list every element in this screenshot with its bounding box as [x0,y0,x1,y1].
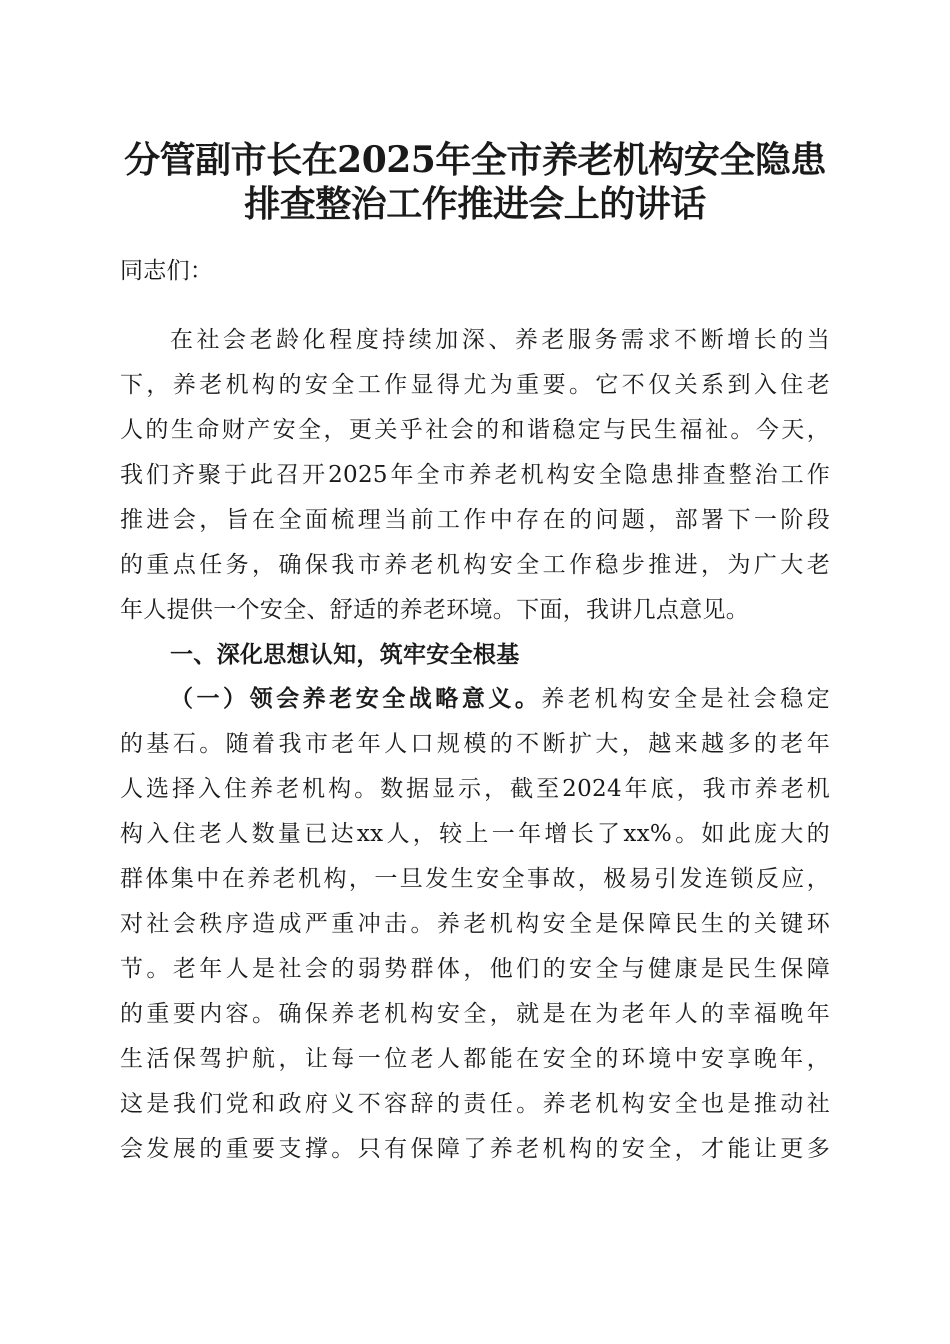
paragraph1-line: 的重点任务，确保我市养老机构安全工作稳步推进，为广大老 [120,552,830,578]
salutation: 同志们： [120,258,214,284]
subsection1-line: 生活保驾护航，让每一位老人都能在安全的环境中安享晚年， [120,1046,830,1072]
paragraph1-line: 推进会，旨在全面梳理当前工作中存在的问题，部署下一阶段 [120,507,830,533]
subsection1-line: 构入住老人数量已达xx人，较上一年增长了xx%。如此庞大的 [120,821,830,847]
paragraph1-line: 我们齐聚于此召开2025年全市养老机构安全隐患排查整治工作 [120,462,830,488]
subsection1-line: 的重要内容。确保养老机构安全，就是在为老年人的幸福晚年 [120,1001,830,1027]
subsection1-line: 会发展的重要支撑。只有保障了养老机构的安全，才能让更多 [120,1136,830,1162]
subsection1-line: 节。老年人是社会的弱势群体，他们的安全与健康是民生保障 [120,956,830,982]
subsection1-line: 对社会秩序造成严重冲击。养老机构安全是保障民生的关键环 [120,911,830,937]
paragraph1-line: 下，养老机构的安全工作显得尤为重要。它不仅关系到入住老 [120,372,830,398]
subsection1-heading: （一）领会养老安全战略意义。 [170,685,542,712]
document-title-line-2: 排查整治工作推进会上的讲话 [244,183,706,225]
paragraph1-line: 年人提供一个安全、舒适的养老环境。下面，我讲几点意见。 [120,597,750,623]
subsection1-first-line-text: 养老机构安全是社会稳定 [541,686,830,712]
paragraph1-line: 人的生命财产安全，更关乎社会的和谐稳定与民生福祉。今天， [120,417,830,443]
subsection1-line: 群体集中在养老机构，一旦发生安全事故，极易引发连锁反应， [120,866,830,892]
subsection1-first-line [170,684,830,714]
document-title-line-1: 分管副市长在2025年全市养老机构安全隐患 [124,139,826,181]
section1-heading: 一、深化思想认知，筑牢安全根基 [170,642,520,668]
subsection1-line: 这是我们党和政府义不容辞的责任。养老机构安全也是推动社 [120,1091,830,1117]
subsection1-line: 的基石。随着我市老年人口规模的不断扩大，越来越多的老年 [120,731,830,757]
paragraph1-line: 在社会老龄化程度持续加深、养老服务需求不断增长的当 [170,327,830,353]
subsection1-line: 人选择入住养老机构。数据显示，截至2024年底，我市养老机 [120,776,830,802]
